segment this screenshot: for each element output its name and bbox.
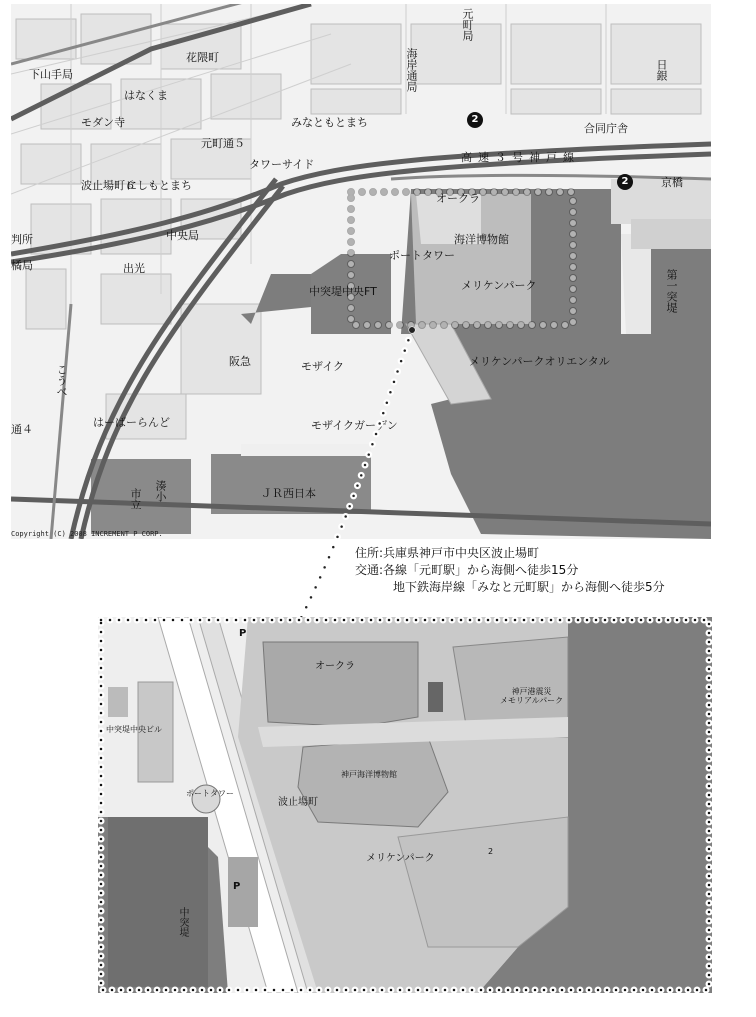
address-label: 住所:: [355, 546, 384, 560]
label-nichigin: 日銀: [655, 59, 668, 81]
label-dori4: 通４: [11, 423, 33, 436]
label-okura: オークラ: [436, 192, 480, 205]
label-highway: 高速３号神戸線: [461, 151, 580, 164]
detail-label-earthquake-memorial: 神戸港震災 メモリアルパーク: [500, 687, 564, 705]
detail-label-chutotsu-building: 中突堤中央ビル: [106, 725, 162, 734]
detail-label-num2: 2: [488, 847, 494, 856]
access-row-2: [355, 579, 665, 596]
label-jr-nishinihon: ＪＲ西日本: [261, 487, 316, 500]
label-modern-temple: モダン寺: [81, 116, 126, 129]
label-kyobashi: 京橋: [661, 176, 683, 189]
route-marker: 2: [467, 112, 483, 128]
label-meriken-park: メリケンパーク: [461, 279, 537, 292]
parking-icon: P: [239, 628, 247, 639]
label-mosaic-garden: モザイクガーデン: [311, 419, 398, 432]
detail-map[interactable]: [98, 617, 712, 993]
access-label: 交通:: [355, 563, 384, 577]
detail-label-hatobacho: 波止場町: [278, 797, 318, 808]
label-ichiritsu: 市立: [129, 488, 142, 510]
detail-label-okura: オークラ: [315, 661, 355, 672]
location-info: [355, 545, 665, 596]
label-maritime-museum: 海洋博物館: [454, 233, 509, 246]
label-hankyu: 阪急: [229, 355, 251, 368]
address-row: [355, 545, 665, 562]
label-oriental: メリケンパークオリエンタル: [469, 355, 610, 368]
label-daiichi-tottei: 第一突堤: [665, 269, 678, 313]
label-sakaisuji: 判所: [11, 233, 33, 246]
label-hanakuma-cho: 花隈町: [186, 51, 219, 64]
label-chuo-kyoku: 中央局: [166, 229, 199, 242]
route-marker: 2: [617, 174, 633, 190]
label-sogo-chosha: 合同庁舎: [584, 122, 628, 135]
label-minato-sho: 湊小: [154, 480, 167, 502]
access-line2: 地下鉄海岸線「みなと元町駅」から海側へ徒歩5分: [393, 580, 665, 594]
detail-label-port-tower: ポートタワー: [186, 789, 234, 798]
label-hatoba6: 波止場町６: [81, 179, 136, 192]
label-port-tower: ポートタワー: [389, 249, 455, 262]
detail-label-maritime-museum: 神戸海洋博物館: [341, 770, 397, 779]
label-chutotsu-ft: 中突堤中央FT: [309, 285, 377, 298]
label-harborland: はーばーらんど: [93, 416, 170, 429]
detail-label-chutotsutei: 中突堤: [177, 907, 188, 937]
detail-label-meriken-park: メリケンパーク: [366, 853, 435, 864]
label-motomachi-kyoku: 元町局: [461, 8, 474, 41]
label-hanakuma: はなくま: [124, 89, 168, 102]
label-shimoyamate: 下山手局: [29, 68, 73, 81]
label-kaigan-kyoku: 海岸通局: [405, 48, 418, 92]
label-mosaic: モザイク: [301, 360, 345, 373]
label-demizu: 出光: [123, 262, 145, 275]
access-line1: 各線「元町駅」から海側へ徒歩15分: [383, 563, 579, 577]
detail-map-graphic: [98, 617, 712, 993]
access-row: [355, 562, 665, 579]
label-kobe: こうべ: [55, 364, 68, 397]
label-tachibana: 橘局: [11, 259, 33, 272]
label-minatomotomachi: みなともとまち: [291, 116, 368, 129]
copyright: Copyright (C) 2008 INCREMENT P CORP.: [11, 530, 163, 538]
label-tower-side: タワーサイド: [249, 158, 315, 171]
parking-icon: P: [233, 881, 241, 892]
address-value: 兵庫県神戸市中央区波止場町: [383, 546, 540, 560]
label-nishimotomachi: にしもとまち: [126, 179, 192, 192]
label-motomachi5: 元町通５: [201, 137, 245, 150]
